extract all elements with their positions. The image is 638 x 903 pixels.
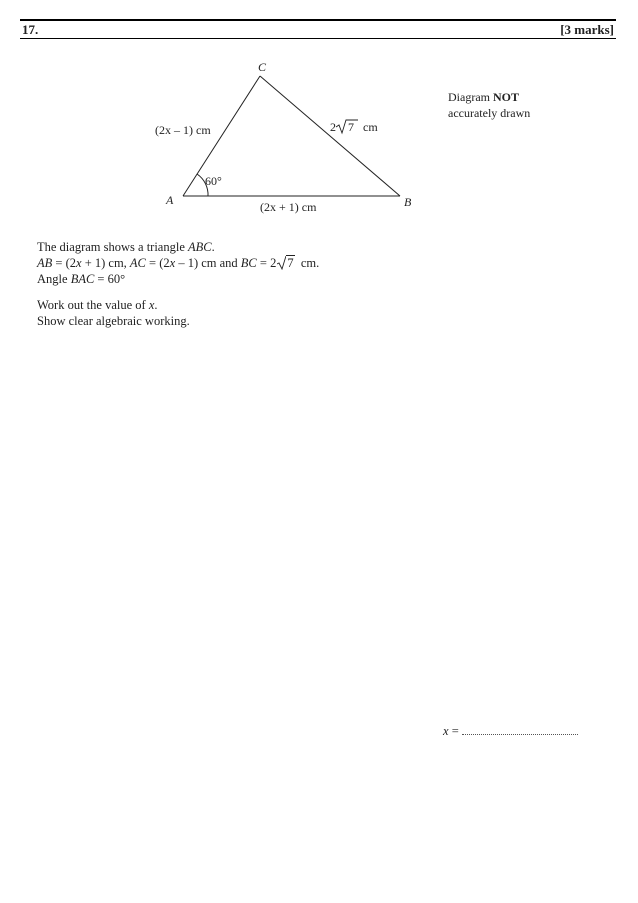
radical-sign [336,120,358,133]
text-ac: AC [129,256,146,270]
paragraph-gap [37,287,319,297]
vertex-a-label: A [166,193,174,207]
sqrt-symbol [277,255,294,271]
vertex-c-label: C [258,60,267,74]
radical-mark [277,256,286,270]
text-ab-val: = (2 [52,256,76,270]
text-line-1 [37,239,319,255]
text-line-4-a: Work out the value of [37,298,149,312]
triangle-diagram [0,0,638,230]
text-line-1-c: . [211,240,215,254]
answer-line [443,724,578,739]
text-rest1: + 1) cm, [81,256,130,270]
text-line-3-c: = 60° [94,272,126,286]
diagram-note [448,89,530,121]
marks-label: [3 marks] [560,21,614,37]
text-line-1-a: The diagram shows a triangle [37,240,188,254]
angle-label: 60° [205,174,222,188]
side-bc [260,76,400,196]
text-ab: AB [37,256,53,270]
note-prefix: Diagram [448,90,493,104]
text-line-3-a: Angle [37,272,71,286]
text-line-5: Show clear algebraic working. [37,314,190,328]
text-bc-val: = 2 [256,256,277,270]
text-x1: x [76,256,82,270]
text-x2: x [169,256,176,270]
text-line-2 [37,255,319,271]
side-bc-coef: 2 [330,120,336,134]
text-line-4-c: . [154,298,158,312]
text-rest2: – 1) cm and [175,256,241,270]
text-line-1-b: ABC [188,240,212,254]
text-line-2-end: cm. [294,256,320,270]
side-ac-label [155,123,211,137]
side-bc-unit: cm [363,120,378,134]
text-bc: BC [240,256,257,270]
text-ac-val: = (2 [145,256,170,270]
answer-input-dots[interactable] [462,733,578,735]
text-line-3 [37,271,319,287]
question-number: 17. [22,21,39,37]
side-ab-label: (2x + 1) cm [260,200,317,214]
text-line-3-b: BAC [70,272,95,286]
question-text [37,239,319,329]
answer-var: x [443,724,449,738]
answer-eq: = [448,724,459,738]
side-bc-radicand: 7 [348,120,354,134]
text-line-4-b: x [148,298,155,312]
side-ac-label-text: (2x – 1) cm [155,123,211,137]
note-bold: NOT [492,90,519,104]
vertex-b-label: B [404,195,412,209]
text-radicand: 7 [287,256,294,270]
text-line-4 [37,297,319,313]
note-suffix: accurately drawn [448,106,531,120]
